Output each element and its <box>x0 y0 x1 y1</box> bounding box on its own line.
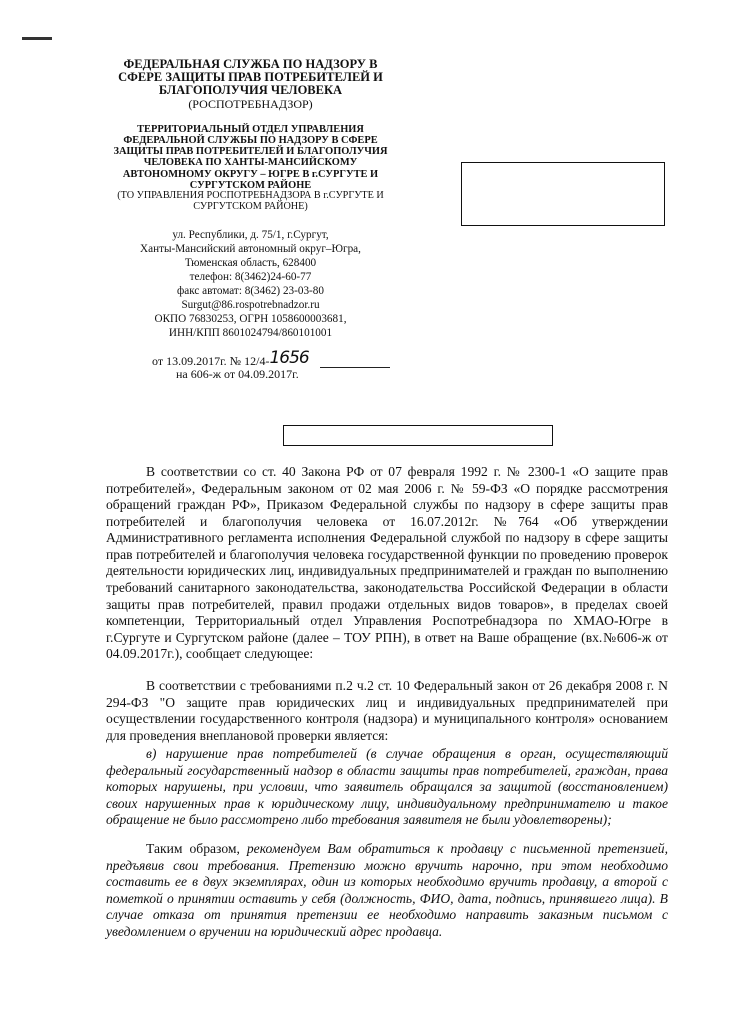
outgoing-prefix: от 13.09.2017г. № 12/4- <box>152 354 270 368</box>
redacted-recipient-box <box>461 162 665 226</box>
recommendation-lead: Таким образом, <box>146 841 247 856</box>
phone-line: телефон: 8(3462)24-60-77 <box>189 271 312 283</box>
redacted-salutation-box <box>283 425 553 446</box>
paragraph-requirements: В соответствии с требованиями п.2 ч.2 ст. 10 Федеральный закон от 26 декабря 2008 г. N 294-ФЗ "О защите прав юридических лиц и индивидуальных предпринимателей при осуществлении государственного контроля (надзора) и муниципального контроля» основанием для проведения внеплановой проверки является: <box>106 678 668 743</box>
recommendation-text: рекомендуем Вам обратиться к продавцу с письменной претензией, предъявив свои требования. Претензию можно вручить нарочно, при этом необходимо составить ее в двух экземплярах, один из которых необходимо вручить продавцу, а второй с пометкой о принятии оставить у себя (должность, ФИО, дата, подпись, принявшего лица). В случае отказа от принятия претензии ее необходимо направить заказным письмом с уведомлением о вручении на юридический адрес продавца. <box>106 841 669 939</box>
department-name: ТЕРРИТОРИАЛЬНЫЙ ОТДЕЛ УПРАВЛЕНИЯ ФЕДЕРАЛЬНОЙ СЛУЖБЫ ПО НАДЗОРУ В СФЕРЕ ЗАЩИТЫ ПРАВ ПОТРЕБИТЕЛЕЙ И БЛАГОПОЛУЧИЯ ЧЕЛОВЕКА ПО ХАНТЫ-МАНСИЙСКОМУ АВТОНОМНОМУ ОКРУГУ – ЮГРЕ В г.СУРГУТЕ И СУРГУТСКОМ РАЙОНЕ <box>113 124 388 191</box>
address-block <box>108 228 393 340</box>
registry-line: ОКПО 76830253, ОГРН 1058600003681, <box>154 313 347 325</box>
outgoing-number <box>152 348 309 369</box>
email-line: Surgut@86.rospotrebnadzor.ru <box>181 299 320 311</box>
number-underline <box>320 367 390 368</box>
department-short-name: (ТО УПРАВЛЕНИЯ РОСПОТРЕБНАДЗОРА В г.СУРГУТЕ И СУРГУТСКОМ РАЙОНЕ) <box>117 189 384 212</box>
reply-reference: на 606-ж от 04.09.2017г. <box>176 367 299 381</box>
address-line: ул. Республики, д. 75/1, г.Сургут, <box>172 229 329 241</box>
address-line: Тюменская область, 628400 <box>184 257 317 269</box>
paragraph-clause-v: в) нарушение прав потребителей (в случае обращения в орган, осуществляющий федеральный государственный надзор в области защиты прав потребителей, граждан, права которых нарушены, при условии, что заявитель обращался за защитой (восстановлением) своих нарушенных прав к юридическому лицу, индивидуальному предпринимателю и такое обращение не было рассмотрено либо требования заявителя не были удовлетворены); <box>106 746 668 828</box>
department-header <box>108 124 393 213</box>
agency-name: ФЕДЕРАЛЬНАЯ СЛУЖБА ПО НАДЗОРУ В СФЕРЕ ЗАЩИТЫ ПРАВ ПОТРЕБИТЕЛЕЙ И БЛАГОПОЛУЧИЯ ЧЕЛОВЕКА <box>118 57 383 98</box>
agency-short-name: (РОСПОТРЕБНАДЗОР) <box>188 97 313 112</box>
handwritten-number: 1656 <box>269 348 309 368</box>
paragraph-recommendation <box>106 841 668 940</box>
paragraph-legal-basis: В соответствии со ст. 40 Закона РФ от 07 февраля 1992 г. № 2300-1 «О защите прав потребителей», Федеральным законом от 02 мая 2006 г. № 59-ФЗ «О порядке рассмотрения обращений граждан РФ», Приказом Федеральной службы по надзору в сфере защиты прав потребителей и благополучия человека от 16.07.2012г. №764 «Об утверждении Административного регламента исполнения Федеральной службой по надзору в сфере защиты прав потребителей и благополучия человека государственной функции по проведению проверок деятельности юридических лиц, индивидуальных предпринимателей и граждан по выполнению требований санитарного законодательства, законодательства Российской Федерации в области защиты прав потребителей, правил продажи отдельных видов товаров», в пределах своей компетенции, Территориальный отдел Управления Роспотребнадзора по ХМАО-Югре в г.Сургуте и Сургутском районе (далее – ТОУ РПН), в ответ на Ваше обращение (вх.№606-ж от 04.09.2017г.), сообщает следующее: <box>106 464 668 662</box>
agency-header <box>108 58 393 111</box>
fax-line: факс автомат: 8(3462) 23-03-80 <box>177 285 324 297</box>
tax-id-line: ИНН/КПП 8601024794/860101001 <box>168 327 333 339</box>
address-line: Ханты-Мансийский автономный округ–Югра, <box>140 243 361 255</box>
scan-mark <box>22 37 52 40</box>
